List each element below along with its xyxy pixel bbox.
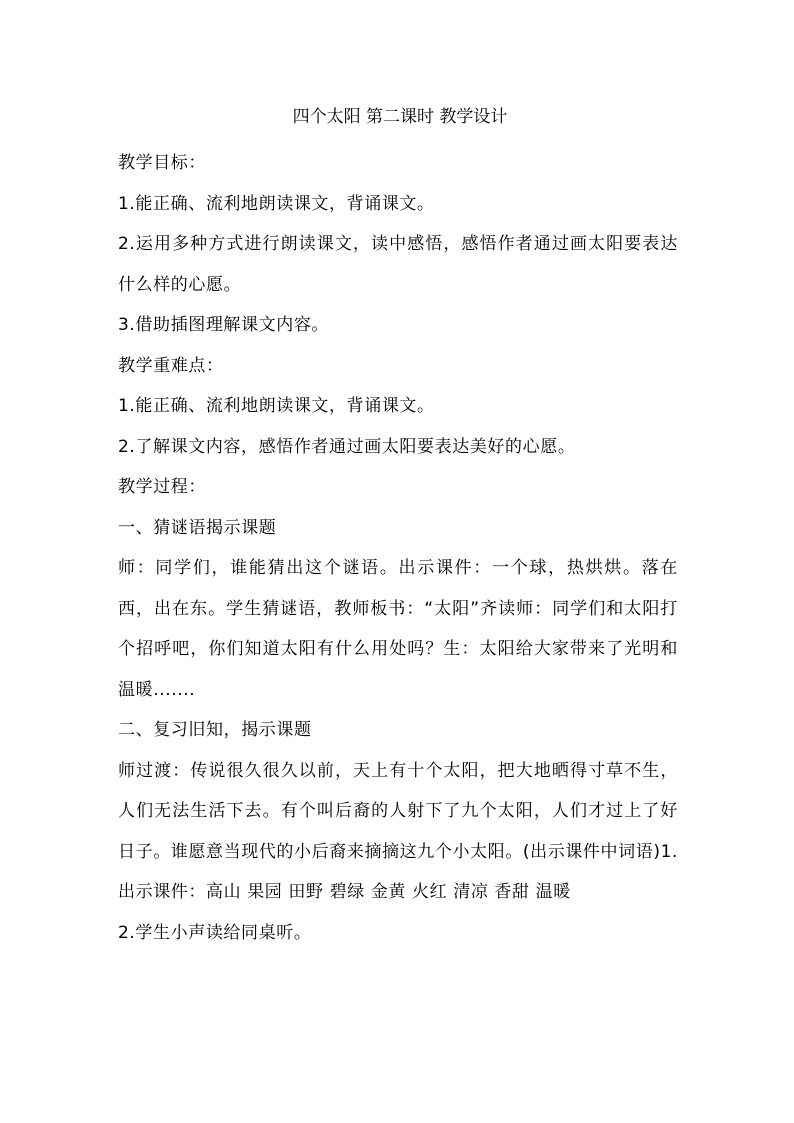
process-step-body-1: 师：同学们，谁能猜出这个谜语。出示课件：一个球，热烘烘。落在西，出在东。学生猜谜语，教师板书：“太阳”齐读师：同学们和太阳打个招呼吧，你们知道太阳有什么用处吗？生：太阳给大家带来了光明和温暖....... (118, 558, 678, 700)
section-heading-key-points: 教学重难点： (118, 355, 224, 376)
objective-item-2: 2.运用多种方式进行朗读课文，读中感悟，感悟作者通过画太阳要表达什么样的心愿。 (118, 234, 678, 295)
process-step-heading-2: 二、复习旧知，揭示课题 (118, 720, 312, 740)
process-step-heading-1: 一、猜谜语揭示课题 (118, 517, 277, 538)
document-title: 四个太阳 第二课时 教学设计 (292, 107, 508, 127)
section-heading-process: 教学过程： (118, 477, 206, 497)
document-page (118, 103, 678, 953)
process-step-body-3: 2.学生小声读给同桌听。 (118, 922, 312, 943)
key-point-item-2: 2.了解课文内容，感悟作者通过画太阳要表达美好的心愿。 (118, 436, 576, 457)
objective-item-1: 1.能正确、流利地朗读课文，背诵课文。 (118, 193, 435, 214)
key-point-item-1: 1.能正确、流利地朗读课文，背诵课文。 (118, 396, 435, 416)
section-heading-objectives: 教学目标： (118, 153, 206, 173)
title-spacer (118, 131, 678, 143)
process-step-body-2: 师过渡：传说很久很久以前，天上有十个太阳，把大地晒得寸草不生，人们无法生活下去。有个叫后裔的人射下了九个太阳，人们才过上了好日子。谁愿意当现代的小后裔来摘摘这九个小太阳。(出示课件中词语)1.出示课件：高山 果园 田野 碧绿 金黄 火红 清凉 香甜 温暖 (118, 760, 678, 902)
objective-item-3: 3.借助插图理解课文内容。 (118, 315, 330, 335)
